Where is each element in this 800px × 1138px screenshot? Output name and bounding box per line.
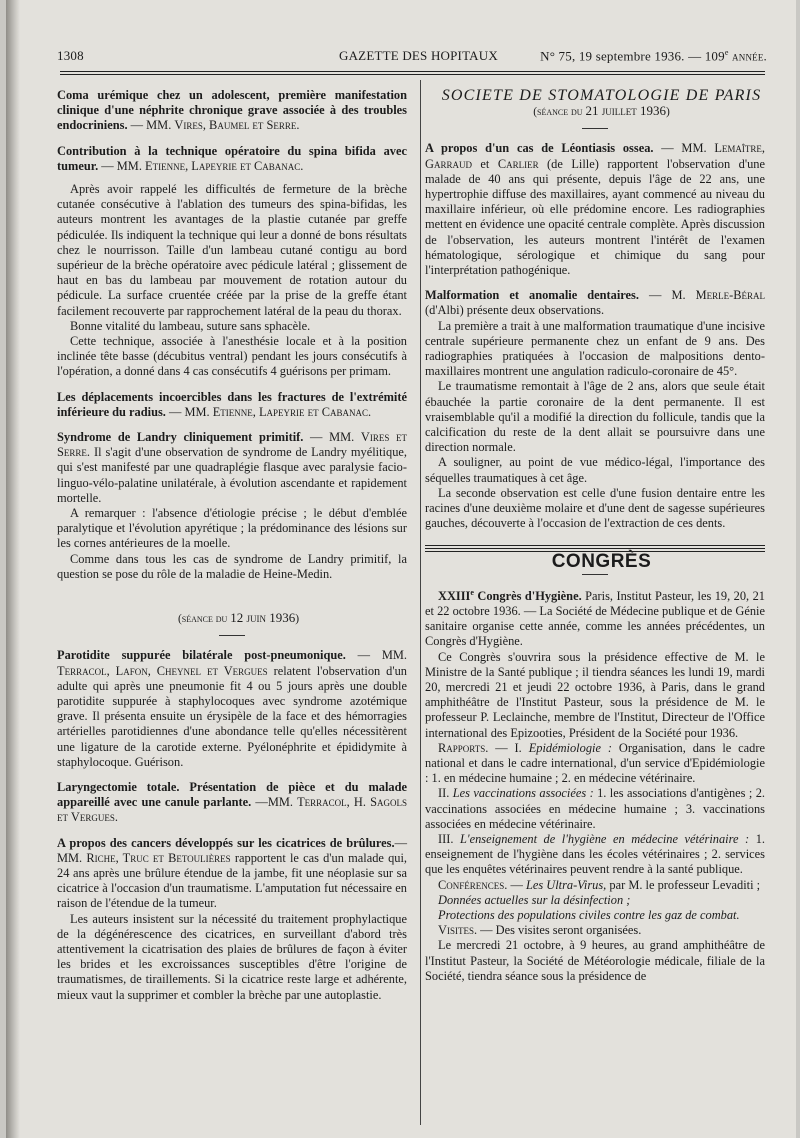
session-date-21-juillet [425,103,765,120]
paragraph: Le traumatisme remontait à l'âge de 2 ans, alors que seule était ébauchée la partie coronaire de la dent permanente. Il est vraisemblable qu'il a modifié la direction du follicule, tandis que la calcification du reste de la dent allait se poursuivre dans une direction normale. [425,379,765,455]
issue-date: N° 75, 19 septembre 1936. — 109 [540,48,725,64]
entry-title: Les déplacements incoercibles dans les fractures de l'extrémité inférieure du radius. [57,389,407,419]
authors-prefix: —MM. [251,795,298,810]
entry-body: Paris, Institut Pasteur, les 19, 20, 21 et 22 octobre 1936. — La Société de Médecine publique et de Génie sanitaire organise cette année, comme les années précédentes, un Congrès d'Hygiène. [425,588,765,649]
congres-rule [425,548,765,549]
entry-body: relatent l'observation d'un adulte qui après une pneumonie fit 4 ou 5 jours après une double parotidite suppurée à staphylocoques avec syndrome azotémique grave. Il présenta ensuite un érysipèle de la face et des hémorragies artérielles parotidiennes d'une abondance telle qu'elles nécessitèrent une ligature de la carotide externe. Pyélonéphrite et épididymite à staphylocoque. Guérison. [57,663,407,769]
issue-info [540,48,767,64]
rapports-paragraph [425,741,765,787]
journal-title: GAZETTE DES HOPITAUX [339,48,498,63]
entry-authors: Terracol, Lafon, Cheynel et Vergues [57,663,268,678]
entry-authors: Vires et Serre. [57,430,407,460]
right-column [425,88,765,994]
entry-title [438,589,582,603]
entry-title: Laryngectomie totale. Présentation de pièce et du malade appareillé avec une canule parlante. [57,779,407,810]
rapport-topic: L'enseignement de l'hygiène en médecine vétérinaire : [460,832,750,847]
page-spine-shadow [6,0,20,1138]
paragraph: La première a trait à une malformation traumatique d'une incisive centrale supérieure permanente chez un enfant de 9 ans. Des radiographies pratiquées à l'occasion de malpositions dento-maxillaires montrent une angulation radiculo-coronaire de 45°. [425,318,765,379]
session-label: (séance du [533,106,586,119]
text: Organisation, dans le cadre national et dans le cadre international, d'un service d'Epidémiologie : 1. en médecine humaine ; 2. en médecine vétérinaire. [425,740,765,786]
entry-body: Il s'agit d'une observation de syndrome de Landry myélitique, qui s'est manifesté par une quadraplégie flasque avec paralysie facio-linguo-vélo-palatine unilatérale, à évolution ascendante et rapidement mortelle. [57,445,407,505]
entry-title: Malformation et anomalie dentaires. [425,288,639,303]
header-rule-double [60,74,765,75]
paragraph: Les auteurs insistent sur la nécessité du traitement prophylactique de la dégénérescence des cicatrices, en surveillant d'abord très attentivement la cicatrisation des plaies de brûlures de façon à éviter les brides et les excroissances susceptibles d'être l'origine de traumatismes, de tiraillements. Si la cicatrice reste large et adhérente, mieux vaut la supprimer et combler la brèche par une autoplastie. [57,911,407,1002]
section-rule [582,128,608,129]
entry-title: A propos d'un cas de Léontiasis ossea. [425,141,654,156]
session-date-12-juin [57,610,407,627]
authors-prefix: — MM. [165,404,213,419]
section-rule [582,574,608,575]
conferences-label: Conférences. [438,877,508,892]
text: — [507,877,526,892]
rapport-ii [425,786,765,832]
left-column [57,88,407,1013]
paragraph: Après avoir rappelé les difficultés de fermeture de la brèche cutanée consécutive à l'ablation des tumeurs des spina-bifidas, les auteurs montrent les avantages de la plastie cutanée par greffe pédiculée. Ils indiquent la technique qui leur a donné de bons résultats chez le nourrisson. Taille d'un lambeau cutané contigu au bord supérieur de la brèche opératoire avec pédicule latéral ; glissement de haut en bas du lambeau par mouvement de rotation autour du pédicule. La surface cruentée créée par la prise de la greffe étant facilement recouverte par rapprochement latéral de la peau du thorax. [57,182,407,318]
paragraph: Bonne vitalité du lambeau, suture sans sphacèle. [70,318,311,333]
entry-authors: Terracol, H. Sagols et Vergues. [57,795,407,825]
authors-prefix: — MM. [653,141,715,156]
section-rule [219,635,245,636]
text: II. [438,786,453,801]
paragraph: Comme dans tous les cas de syndrome de Landry primitif, la question se pose du rôle de la maladie de Heine-Medin. [57,551,407,581]
entry-parotidite [57,648,407,770]
entry-authors: Merle-Béral [695,288,765,303]
entry-laryngectomie [57,780,407,826]
entry-coma-uremique [57,88,407,134]
paragraph: Le mercredi 21 octobre, à 9 heures, au grand amphithéâtre de l'Institut Pasteur, la Société de Météorologie médicale, filiale de la Société, tiendra séance sous la présidence de [425,938,765,983]
congres-title: CONGRÈS [551,551,652,573]
session-date: 12 juin 1936 [230,610,296,626]
congres-rule [425,545,765,546]
rapport-topic: Les vaccinations associées : [452,786,594,801]
entry-authors: Riche, Truc et Betoulières [86,850,231,865]
entry-title: Syndrome de Landry cliniquement primitif. [57,430,304,445]
running-header [57,48,767,70]
issue-sup: e [724,48,729,57]
entry-leontiasis [425,141,765,278]
entry-spina-bifida [57,144,407,380]
column-divider [420,80,421,1125]
conference-title: Protections des populations civiles contre les gaz de combat. [438,908,740,923]
rapports-topic: Epidémiologie : [528,740,612,755]
entry-cancers-brulures [57,836,407,1003]
congress-number-sup: e [470,587,474,597]
rapport-iii [425,832,765,878]
entry-fractures-radius [57,390,407,420]
congres-heading-block [425,545,765,574]
entry-congres-hygiene [425,585,765,984]
authors-prefix: — MM. [127,118,175,133]
entry-body: (de Lille) rapportent l'observation d'une malade de 40 ans qui présente, depuis l'âge de 22 ans, une hypertrophie diffuse des maxillaires, ayant commencé au niveau du maxillaire inférieur, où elle prédomine encore. Les radiographies mettent en évidence une opacité centrale complète. Après discussion de l'observation, les auteurs montrent l'intérêt de l'examen hématologique, sérologique et chimique du sang pour l'interprétation pathogénique. [425,156,765,278]
authors-prefix: — MM. [57,835,407,865]
entry-body: (d'Albi) présente deux observations. [425,303,605,318]
page-number: 1308 [57,48,84,63]
conference-title: Données actuelles sur la désinfection ; [438,892,631,907]
header-rule [60,71,765,72]
congress-number: XXIII [438,588,471,603]
authors-conjunction: et [471,156,498,171]
paragraph: Cette technique, associée à l'anesthésie locale et à la position inclinée tête basse (décubitus ventral) pendant les jours consécutifs à l'opération, a donné dans 4 cas consécutifs 4 guérisons per primam. [57,334,407,379]
text: — Des visites seront organisées. [477,923,642,938]
visites-label: Visites. [438,923,478,938]
entry-authors: Etienne, Lapeyrie et Cabanac. [145,158,304,173]
entry-authors: Lemaître, Garraud [425,141,765,171]
entry-authors: Etienne, Lapeyrie et Cabanac. [212,404,372,419]
text: par M. le professeur Levaditi ; [606,877,761,892]
text: III. [438,832,461,847]
entry-body: rapportent le cas d'un malade qui, 24 ans après une brûlure étendue de la jambe, fit une néoplasie sur sa cicatrice à l'occasion d'un traumatisme. L'amputation fut nécessaire en raison de l'étendue de la tumeur. [57,850,408,911]
session-close: ) [665,106,670,119]
entry-title: A propos des cancers développés sur les cicatrices de brûlures. [57,835,395,850]
authors-prefix: — MM. [345,648,407,663]
paragraph: Ce Congrès s'ouvrira sous la présidence effective de M. le Ministre de la Santé publique ; il tiendra séances les lundi 19, mardi 20, mercredi 21 et jeudi 22 octobre 1936, à Paris, dans le grand amphithéâtre de l'Institut Pasteur, sous la présidence de M. le professeur P. Leclainche, membre de l'Institut, Directeur de l'Office international des Epizooties, Président de la Société pour 1936. [425,649,765,740]
paragraph: La seconde observation est celle d'une fusion dentaire entre les racines d'une deuxième molaire et d'une dent de sagesse supérieures gauches, découverte à l'occasion de l'extraction de ces dents. [425,485,765,531]
entry-title: Coma urémique chez un adolescent, première manifestation clinique d'une néphrite chronique grave associée à des troubles endocriniens. [57,88,407,133]
issue-year-label: année. [728,48,767,64]
entry-malformation-dentaire [425,288,765,531]
session-label: (séance du [177,613,231,626]
congress-name: Congrès d'Hygiène. [473,588,582,603]
conference-title: Les Ultra-Virus, [525,877,607,892]
text: — I. [488,740,529,755]
session-close: ) [295,613,300,626]
rapports-label: Rapports. [438,740,489,755]
authors-prefix: — M. [638,288,696,303]
entry-title: Parotidite suppurée bilatérale post-pneumonique. [57,648,346,663]
text: 1. enseignement de l'hygiène dans les écoles vétérinaires ; 2. services que les enquêtes vétérinaires peuvent rendre à la santé publique. [425,832,765,877]
authors-prefix: — MM. [98,158,146,173]
visites-paragraph [425,923,765,938]
text: 1. les associations d'antigènes ; 2. vaccinations associées en médecine humaine ; 3. vaccinations associées en médecine vétérinaire. [425,786,765,831]
authors-prefix: — MM. [303,430,361,445]
session-date: 21 juillet 1936 [585,103,666,119]
entry-authors: Vires, Baumel et Serre. [174,118,300,133]
entry-syndrome-landry [57,430,407,582]
entry-title: Contribution à la technique opératoire du spina bifida avec tumeur. [57,143,407,173]
paragraph: A souligner, au point de vue médico-légal, l'importance des séquelles traumatiques à cet âge. [425,455,765,485]
society-title: SOCIETE DE STOMATOLOGIE DE PARIS [441,87,762,104]
paragraph: A remarquer : l'absence d'étiologie précise ; le début d'emblée paralytique et l'évolution apyrétique ; la prédominance des lésions sur les cornes antérieures de la moelle. [57,506,407,551]
entry-authors-2: Carlier [497,156,539,171]
conferences-paragraph [425,878,765,893]
